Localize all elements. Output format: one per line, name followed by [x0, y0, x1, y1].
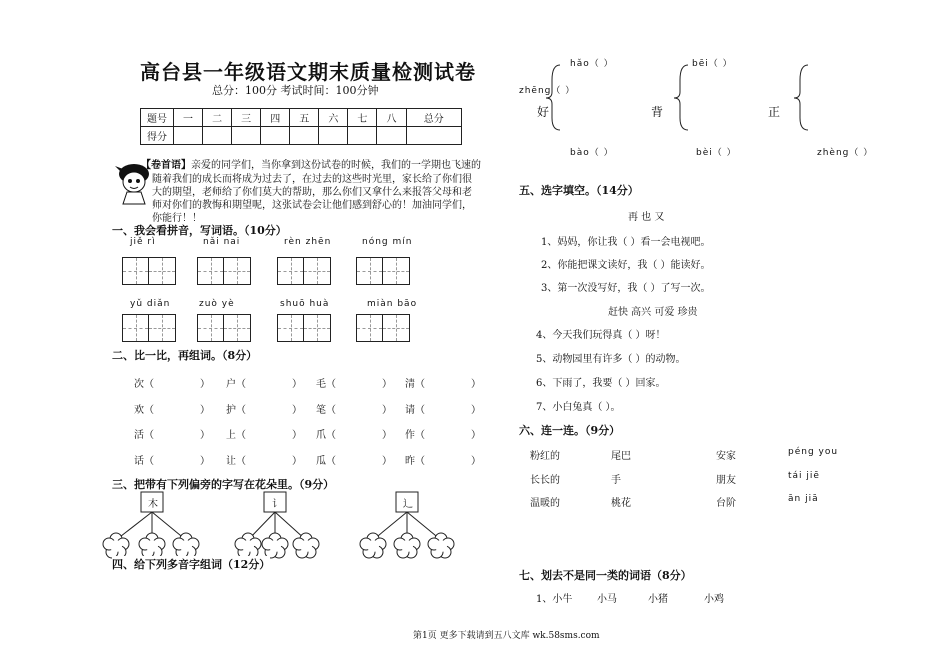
- pinyin-blank[interactable]: zhēng（ ）: [519, 86, 576, 96]
- word-pair-char: 瓜（: [316, 456, 336, 467]
- match-word[interactable]: 安家: [716, 451, 736, 462]
- page-footer: 第1页 更多下载请到五八文库 wk.58sms.com: [413, 631, 600, 641]
- word-item[interactable]: 1、小牛: [536, 594, 573, 605]
- word-pair-char: 清（: [405, 379, 425, 390]
- score-input-cell[interactable]: [406, 127, 462, 145]
- pinyin-label: miàn bāo: [367, 299, 418, 309]
- score-cell: 题号: [141, 109, 174, 127]
- score-cell: 八: [377, 109, 406, 127]
- word-pair-blank[interactable]: ）: [382, 379, 392, 390]
- fill-item[interactable]: 4、今天我们玩得真（ ）呀！: [536, 330, 666, 341]
- section5-heading: 五、选字填空。（14分）: [519, 184, 639, 197]
- score-input-cell[interactable]: [290, 127, 319, 145]
- match-word[interactable]: 手: [611, 475, 621, 486]
- word-pair-char: 上（: [226, 430, 246, 441]
- word-pair-char: 话（: [134, 456, 154, 467]
- word-pair-char: 次（: [134, 379, 154, 390]
- word-options: 再 也 又: [628, 212, 665, 223]
- section1-heading: 一、我会看拼音，写词语。（10分）: [112, 224, 287, 237]
- match-pinyin[interactable]: péng you: [788, 447, 839, 457]
- word-options: 赶快 高兴 可爱 珍贵: [608, 307, 698, 318]
- word-pair-blank[interactable]: ）: [200, 405, 210, 416]
- word-pair-char: 作（: [405, 430, 425, 441]
- score-table: [140, 108, 462, 145]
- score-cell: 得分: [141, 127, 174, 145]
- word-pair-blank[interactable]: ）: [471, 430, 481, 441]
- section6-heading: 六、连一连。（9分）: [519, 424, 621, 437]
- page-title: 高台县一年级语文期末质量检测试卷: [140, 60, 476, 84]
- match-word[interactable]: 台阶: [716, 498, 736, 509]
- writing-grid[interactable]: [277, 314, 331, 342]
- brace-marks: [540, 60, 830, 135]
- polyphone-char: 背: [651, 105, 664, 119]
- word-pair-blank[interactable]: ）: [471, 379, 481, 390]
- score-cell: 六: [319, 109, 348, 127]
- word-pair-char: 爪（: [316, 430, 336, 441]
- match-word[interactable]: 温暖的: [530, 498, 560, 509]
- word-pair-char: 笔（: [316, 405, 336, 416]
- fill-item[interactable]: 7、小白兔真（ ）。: [536, 402, 621, 413]
- preface-line-5: 你能行！！: [152, 213, 202, 224]
- word-item[interactable]: 小猪: [648, 594, 668, 605]
- score-table-header-row: [141, 109, 462, 127]
- word-pair-char: 欢（: [134, 405, 154, 416]
- score-input-cell[interactable]: [319, 127, 348, 145]
- word-pair-blank[interactable]: ）: [200, 430, 210, 441]
- section4-heading: 四、给下列多音字组词（12分）: [112, 558, 271, 571]
- radical-label: 木: [148, 499, 158, 510]
- writing-grid[interactable]: [122, 257, 176, 285]
- word-pair-char: 请（: [405, 405, 425, 416]
- score-input-cell[interactable]: [261, 127, 290, 145]
- section2-heading: 二、比一比，再组词。（8分）: [112, 349, 258, 362]
- pinyin-label: yǔ diǎn: [130, 299, 171, 309]
- score-cell: 总分: [406, 109, 462, 127]
- word-pair-blank[interactable]: ）: [382, 456, 392, 467]
- pinyin-blank[interactable]: hǎo（ ）: [570, 59, 614, 69]
- match-word[interactable]: 尾巴: [611, 451, 631, 462]
- fill-item[interactable]: 3、第一次没写好，我（ ）了写一次。: [541, 283, 711, 294]
- match-pinyin[interactable]: tái jiē: [788, 471, 820, 481]
- score-cell: 七: [348, 109, 377, 127]
- preface-line-2: 随着我们的成长而将成为过去了，在过去的这些时光里，家长给了你们很: [152, 174, 472, 185]
- pinyin-label: rèn zhēn: [284, 237, 332, 247]
- score-input-cell[interactable]: [377, 127, 406, 145]
- writing-grid[interactable]: [356, 257, 410, 285]
- polyphone-char: 正: [768, 105, 781, 119]
- score-cell: 二: [203, 109, 232, 127]
- word-pair-blank[interactable]: ）: [200, 379, 210, 390]
- writing-grid[interactable]: [197, 257, 251, 285]
- preface-line-4: 师对你们的教悔和期望呢，这张试卷会让他们感到舒心的！加油同学们，: [152, 200, 472, 211]
- match-word[interactable]: 粉红的: [530, 451, 560, 462]
- preface-line-1: 【卷首语】亲爱的同学们，当你拿到这份试卷的时候，我们的一学期也飞速的: [141, 160, 481, 171]
- word-item[interactable]: 小鸡: [704, 594, 724, 605]
- section7-heading: 七、划去不是同一类的词语（8分）: [519, 569, 692, 582]
- word-pair-blank[interactable]: ）: [292, 430, 302, 441]
- score-input-cell[interactable]: [174, 127, 203, 145]
- pinyin-label: nóng mín: [362, 237, 413, 247]
- pinyin-blank[interactable]: bào（ ）: [570, 148, 614, 158]
- pinyin-blank[interactable]: bèi（ ）: [696, 148, 737, 158]
- pinyin-label: zuò yè: [199, 299, 235, 309]
- score-input-cell[interactable]: [348, 127, 377, 145]
- writing-grid[interactable]: [277, 257, 331, 285]
- fill-item[interactable]: 6、下雨了，我要（ ）回家。: [536, 378, 666, 389]
- score-cell: 三: [232, 109, 261, 127]
- score-cell: 五: [290, 109, 319, 127]
- pinyin-label: shuō huà: [280, 299, 330, 309]
- word-pair-char: 让（: [226, 456, 246, 467]
- score-input-cell[interactable]: [232, 127, 261, 145]
- word-pair-char: 活（: [134, 430, 154, 441]
- match-word[interactable]: 桃花: [611, 498, 631, 509]
- pinyin-blank[interactable]: bēi（ ）: [692, 59, 733, 69]
- preface-label: 【卷首语】: [141, 160, 191, 171]
- match-word[interactable]: 长长的: [530, 475, 560, 486]
- score-cell: 一: [174, 109, 203, 127]
- fill-item[interactable]: 5、动物园里有许多（ ）的动物。: [536, 354, 686, 365]
- word-pair-char: 户（: [226, 379, 246, 390]
- word-pair-blank[interactable]: ）: [200, 456, 210, 467]
- match-word[interactable]: 朋友: [716, 475, 736, 486]
- section3-heading: 三、把带有下列偏旁的字写在花朵里。（9分）: [112, 478, 335, 491]
- word-pair-blank[interactable]: ）: [292, 456, 302, 467]
- word-pair-blank[interactable]: ）: [292, 405, 302, 416]
- radical-label: 讠: [272, 499, 282, 510]
- fill-item[interactable]: 1、妈妈，你让我（ ）看一会电视吧。: [541, 237, 711, 248]
- score-table-score-row: [141, 127, 462, 145]
- writing-grid[interactable]: [122, 314, 176, 342]
- word-pair-blank[interactable]: ）: [292, 379, 302, 390]
- word-pair-char: 护（: [226, 405, 246, 416]
- pinyin-blank[interactable]: zhèng（ ）: [817, 148, 874, 158]
- word-pair-char: 毛（: [316, 379, 336, 390]
- preface-line-3: 大的期望，老师给了你们莫大的帮助，那么你们又拿什么来报答父母和老: [152, 187, 472, 198]
- writing-grid[interactable]: [356, 314, 410, 342]
- word-pair-blank[interactable]: ）: [471, 405, 481, 416]
- match-pinyin[interactable]: ān jiā: [788, 494, 819, 504]
- word-item[interactable]: 小马: [597, 594, 617, 605]
- fill-item[interactable]: 2、你能把课文读好，我（ ）能读好。: [541, 260, 711, 271]
- score-cell: 四: [261, 109, 290, 127]
- word-pair-blank[interactable]: ）: [382, 430, 392, 441]
- radical-label: 辶: [403, 499, 413, 510]
- polyphone-char: 好: [537, 105, 550, 119]
- page-subtitle: 总分：100分 考试时间：100分钟: [212, 84, 379, 97]
- word-pair-blank[interactable]: ）: [471, 456, 481, 467]
- writing-grid[interactable]: [197, 314, 251, 342]
- pinyin-label: nǎi nai: [203, 237, 241, 247]
- score-input-cell[interactable]: [203, 127, 232, 145]
- pinyin-label: jiě rì: [130, 237, 156, 247]
- word-pair-char: 昨（: [405, 456, 425, 467]
- word-pair-blank[interactable]: ）: [382, 405, 392, 416]
